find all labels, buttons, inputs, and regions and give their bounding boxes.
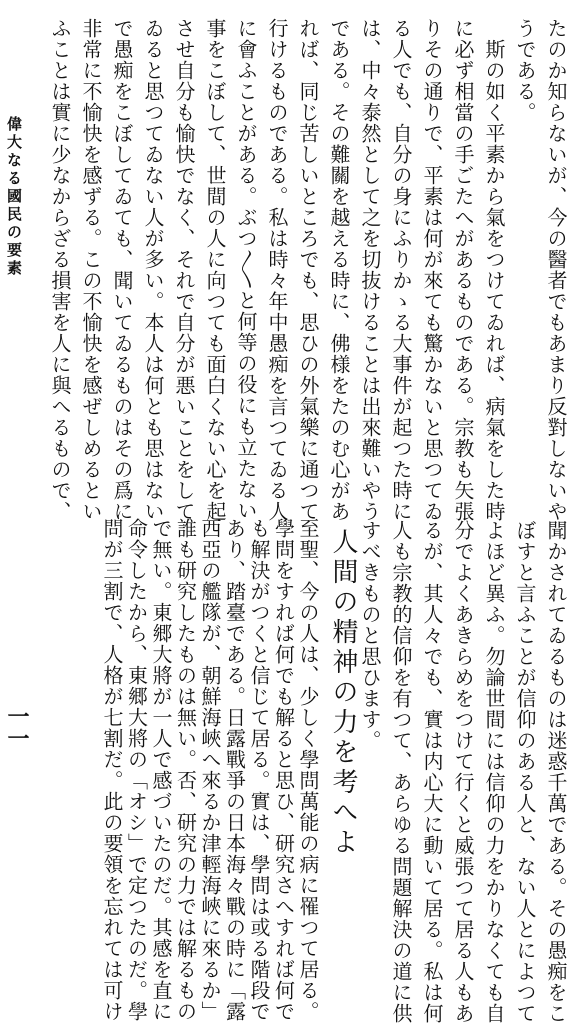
text-column: ぼすと言ふことが信仰のある人と、ない人とによつて xyxy=(513,520,537,1024)
text-column: よほど異ふ。勿論世間には信仰の力をかりなくても自 xyxy=(482,520,506,1024)
text-column: で無い。東郷大將が一人で感づいたのだ。其感を直に xyxy=(149,518,173,1022)
text-column: るが、其人々でも、實は内心大に動いて居る。私は何 xyxy=(420,520,444,1024)
text-column: 至聖、今の人は、少しく學問萬能の病に罹つて居る。 xyxy=(296,518,320,1022)
text-column: に會ふことがある。ぶつ〳〵と何等の役にも立たない xyxy=(234,18,258,521)
section-heading: 人間の精神の力を考へよ xyxy=(328,528,358,858)
text-column: うである。 xyxy=(513,18,537,123)
text-column: で愚痴をこぼしてゐても、聞いてゐるものはその爲に xyxy=(110,18,134,522)
text-column: あり、踏臺である。日露戰爭の日本海々戰の時に「露 xyxy=(222,518,247,1022)
text-column: 非常に不愉快を感ずる。この不愉快を感ぜしめるとい xyxy=(79,18,103,522)
running-head: 偉大なる國民の要素 xyxy=(5,116,23,278)
text-column: りその通りで、平素は何が來ても驚かないと思つてゐ xyxy=(420,18,444,522)
text-column: も解決がつくと信じて居る。實は、學問は或る階段で xyxy=(247,518,271,1022)
text-column: 西亞の艦隊が、朝鮮海峽へ來るか津輕海峽に來るか」 xyxy=(198,518,222,1022)
text-column: である。その難關を越える時に、佛様をたのむ心があ xyxy=(327,18,351,522)
text-column: に必ず相當の手ごたへがあるものである。宗教も矢張 xyxy=(451,18,475,522)
text-column: ゐると思つてゐない人が多い。本人は何とも思はない xyxy=(141,18,165,522)
text-column: 誰も研究したものは無い。否、研究の力では解るもの xyxy=(173,518,198,1022)
text-column: ふことは實に少なからざる損害を人に與へるもので、 xyxy=(48,18,72,522)
text-column: 聞かされてゐるものは迷惑千萬である。その愚痴をこ xyxy=(544,520,568,1024)
text-column: は、中々泰然として之を切抜けることは出來難いやう xyxy=(358,18,382,522)
text-column: 事をこぼして、世間の人に向つても面白くない心を起 xyxy=(203,18,227,522)
text-column: 問が三割で、人格が七割だ。此の要領を忘れては可け xyxy=(100,518,124,1022)
text-column: 行けるものである。私は時々年中愚痴を言つてゐる人 xyxy=(265,18,289,522)
text-column: すべきものと思ひます。 xyxy=(358,520,382,751)
text-column: 分でよくあきらめをつけて行くと威張つて居る人もあ xyxy=(451,520,475,1024)
text-column: たのか知らないが、今の醫者でもあまり反對しないや xyxy=(544,18,568,522)
text-column: 斯の如く平素から氣をつけてゐれば、病氣をした時 xyxy=(482,18,506,522)
text-column: 學問をすれば何でも解ると思ひ、研究さへすれば何で xyxy=(271,518,296,1022)
text-column: 命令したから、東郷大將の「オシ」で定つたのだ。學 xyxy=(124,518,149,1022)
text-column: させ自分も愉快でなく、それで自分が悪いことをして xyxy=(172,18,196,522)
text-column: る人でも、自分の身にふりかゝる大事件が起つた時に xyxy=(389,18,413,522)
text-column: 人も宗教的信仰を有つて、あらゆる問題解決の道に供 xyxy=(389,520,413,1024)
text-column: れば、同じ苦しいところでも、思ひの外氣樂に通つて xyxy=(296,18,320,522)
page-number: 一一 xyxy=(4,705,30,749)
